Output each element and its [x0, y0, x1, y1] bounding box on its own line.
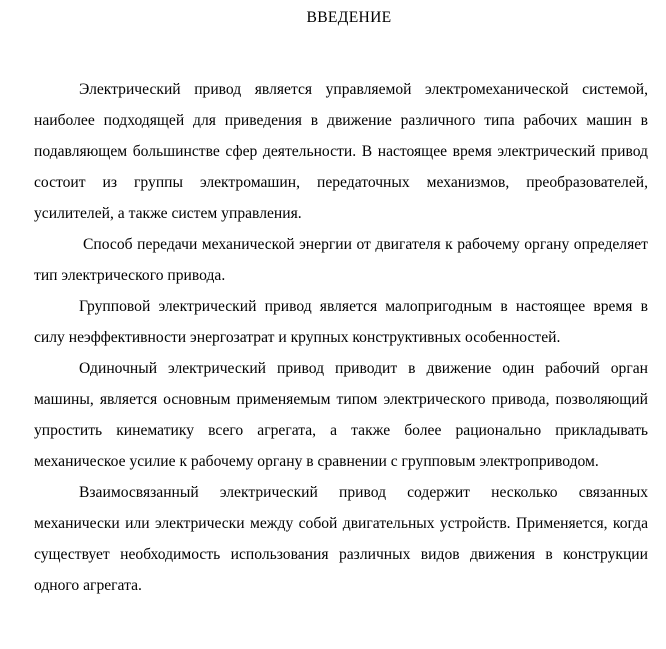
paragraph-energy-transfer: Способ передачи механической энергии от двигателя к рабочему органу определяет тип электрического привода. — [34, 236, 648, 284]
paragraph-single-drive: Одиночный электрический привод приводит в движение один рабочий орган машины, является основным применяемым типом электрического привода, позволяющий упростить кинематику всего агрегата, а также более рационально прикладывать механическое усилие к рабочему органу в сравнении с групповым электроприводом. — [34, 360, 648, 470]
paragraph-intro: Электрический привод является управляемой электромеханической системой, наиболее подходящей для приведения в движение различного типа рабочих машин в подавляющем большинстве сфер деятельности. В настоящее время электрический привод состоит из группы электромашин, передаточных механизмов, преобразователей, усилителей, а также систем управления. — [34, 81, 648, 222]
paragraph-group-drive: Групповой электрический привод является малопригодным в настоящее время в силу неэффективности энергозатрат и крупных конструктивных особенностей. — [34, 298, 648, 346]
paragraph-interconnected-drive: Взаимосвязанный электрический привод содержит несколько связанных механически или электрически между собой двигательных устройств. Применяется, когда существует необходимость использования различных видов движения в конструкции одного агрегата. — [34, 484, 648, 594]
page-title: ВВЕДЕНИЕ — [306, 9, 392, 26]
